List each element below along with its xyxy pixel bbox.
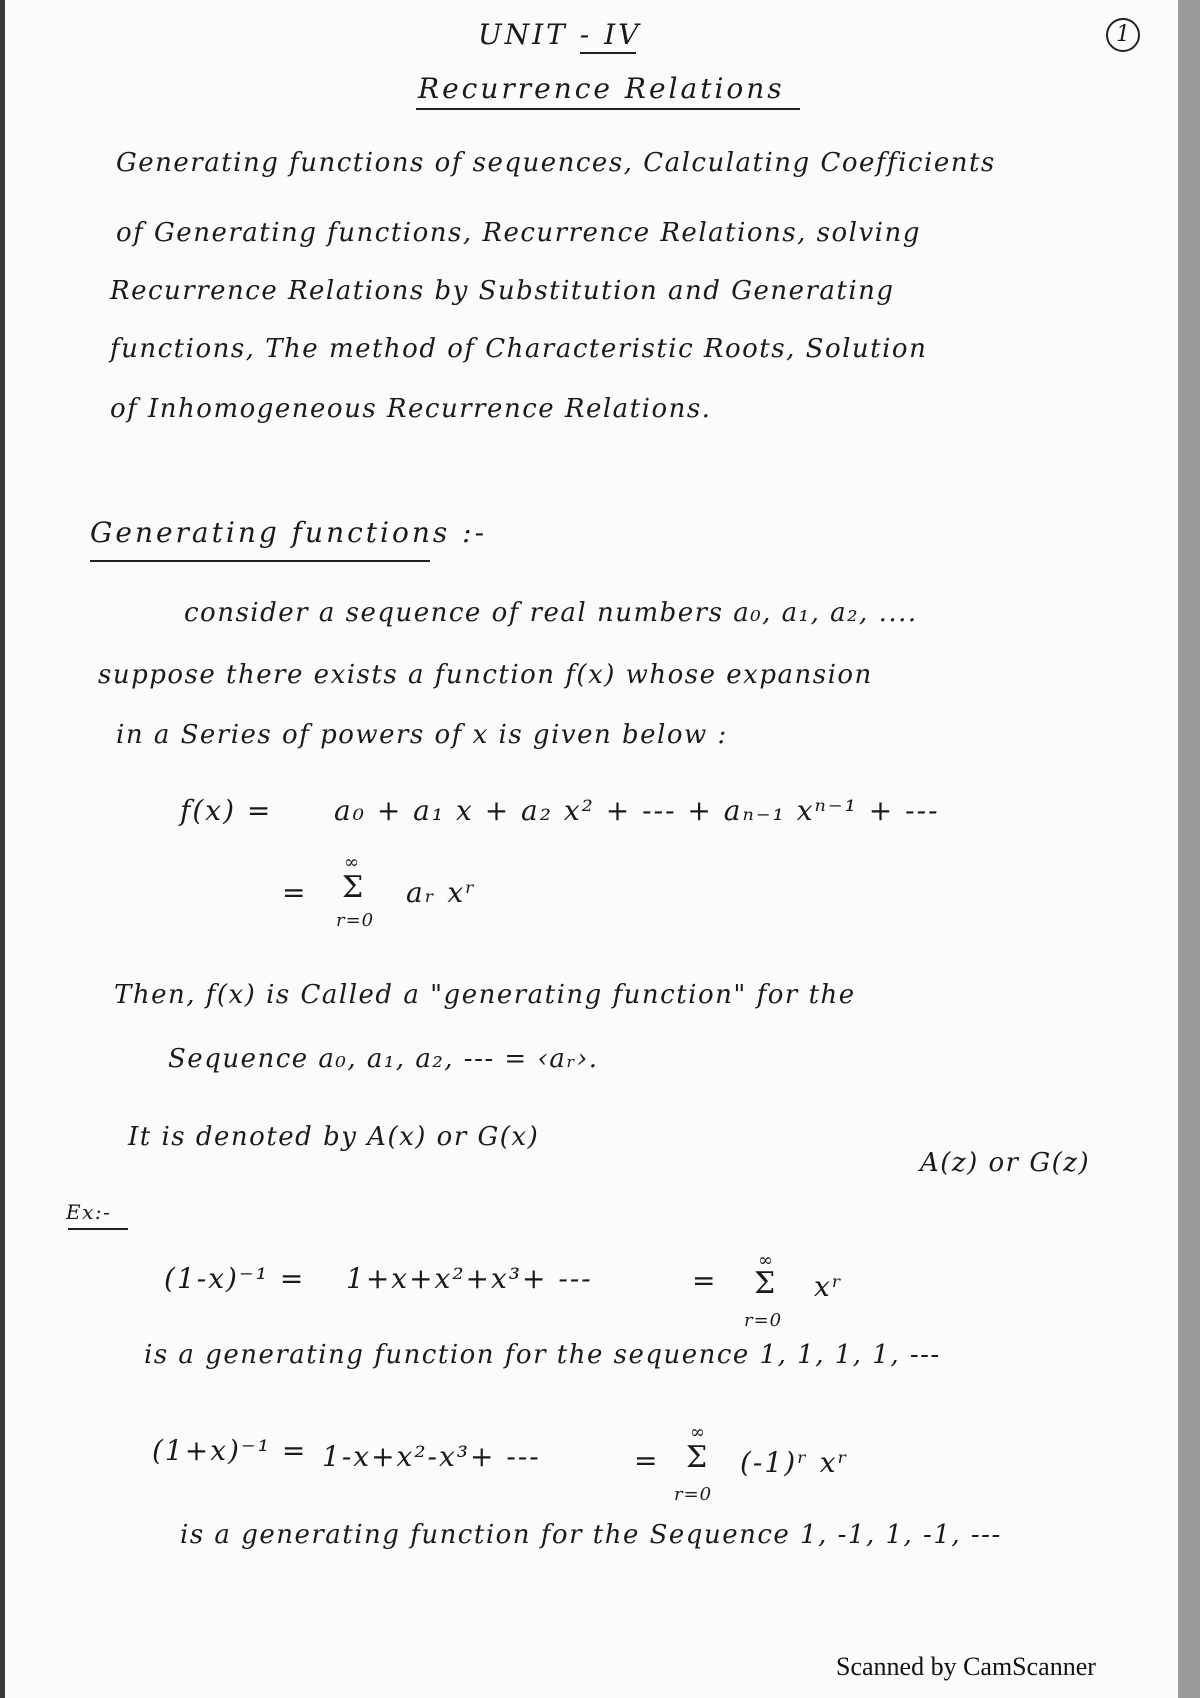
example1-lower-limit: r=0 (744, 1310, 783, 1331)
intro-line-1: consider a sequence of real numbers a₀, a₁, a₂, .... (184, 598, 918, 628)
example1-upper-limit: ∞ (758, 1250, 774, 1271)
intro-line-3: in a Series of powers of x is given below : (116, 720, 728, 750)
unit-title: UNIT - IV (478, 18, 642, 51)
equation2-equals: = (282, 876, 308, 909)
syllabus-line-4: functions, The method of Characteristic Roots, Solution (110, 334, 928, 364)
example2-lower-limit: r=0 (674, 1484, 713, 1505)
intro-line-2: suppose there exists a function f(x) whose expansion (98, 660, 873, 690)
equation2-upper-limit: ∞ (344, 852, 360, 873)
syllabus-line-3: Recurrence Relations by Substitution and Generating (110, 276, 895, 306)
section-heading: Generating functions :- (90, 516, 488, 549)
definition-line-1: Then, f(x) is Called a "generating function" for the (114, 980, 856, 1010)
denoted-line-alt: A(z) or G(z) (920, 1148, 1091, 1178)
equation1-rhs: a₀ + a₁ x + a₂ x² + --- + aₙ₋₁ xⁿ⁻¹ + --- (334, 794, 940, 827)
example1-rhs: 1+x+x²+x³+ --- (346, 1262, 593, 1295)
subject-title: Recurrence Relations (418, 72, 785, 105)
example1-equals: = (692, 1264, 718, 1297)
scanner-watermark: Scanned by CamScanner (836, 1652, 1096, 1681)
denoted-line: It is denoted by A(x) or G(x) (128, 1122, 540, 1152)
example1-term: xʳ (814, 1270, 844, 1303)
example2-term: (-1)ʳ xʳ (740, 1446, 850, 1479)
subject-title-underline (416, 108, 800, 110)
unit-title-underline (580, 52, 636, 54)
equation2-lower-limit: r=0 (336, 910, 375, 931)
example1-sigma: Σ (754, 1266, 777, 1301)
example-label: Ex:- (66, 1200, 112, 1224)
example2-note: is a generating function for the Sequence 1, -1, 1, -1, --- (180, 1520, 1002, 1550)
example2-upper-limit: ∞ (690, 1422, 706, 1443)
example2-equals: = (634, 1444, 660, 1477)
example1-lhs: (1-x)⁻¹ = (164, 1262, 306, 1295)
example2-rhs: 1-x+x²-x³+ --- (322, 1440, 541, 1473)
example2-sigma: Σ (686, 1440, 709, 1475)
example2-lhs: (1+x)⁻¹ = (152, 1434, 308, 1467)
equation2-sigma: Σ (342, 870, 365, 905)
page-right-edge (1178, 0, 1200, 1698)
syllabus-line-5: of Inhomogeneous Recurrence Relations. (110, 394, 712, 424)
syllabus-line-2: of Generating functions, Recurrence Relations, solving (116, 218, 921, 248)
page-number: 1 (1106, 18, 1140, 52)
equation2-term: aᵣ xʳ (406, 876, 477, 909)
example-label-underline (68, 1228, 128, 1230)
page-left-edge (0, 0, 5, 1698)
example1-note: is a generating function for the sequence 1, 1, 1, 1, --- (144, 1340, 941, 1370)
syllabus-line-1: Generating functions of sequences, Calculating Coefficients (116, 148, 996, 178)
section-heading-underline (90, 560, 430, 562)
definition-line-2: Sequence a₀, a₁, a₂, --- = ‹aᵣ›. (168, 1044, 599, 1074)
equation1-lhs: f(x) = (180, 794, 273, 827)
